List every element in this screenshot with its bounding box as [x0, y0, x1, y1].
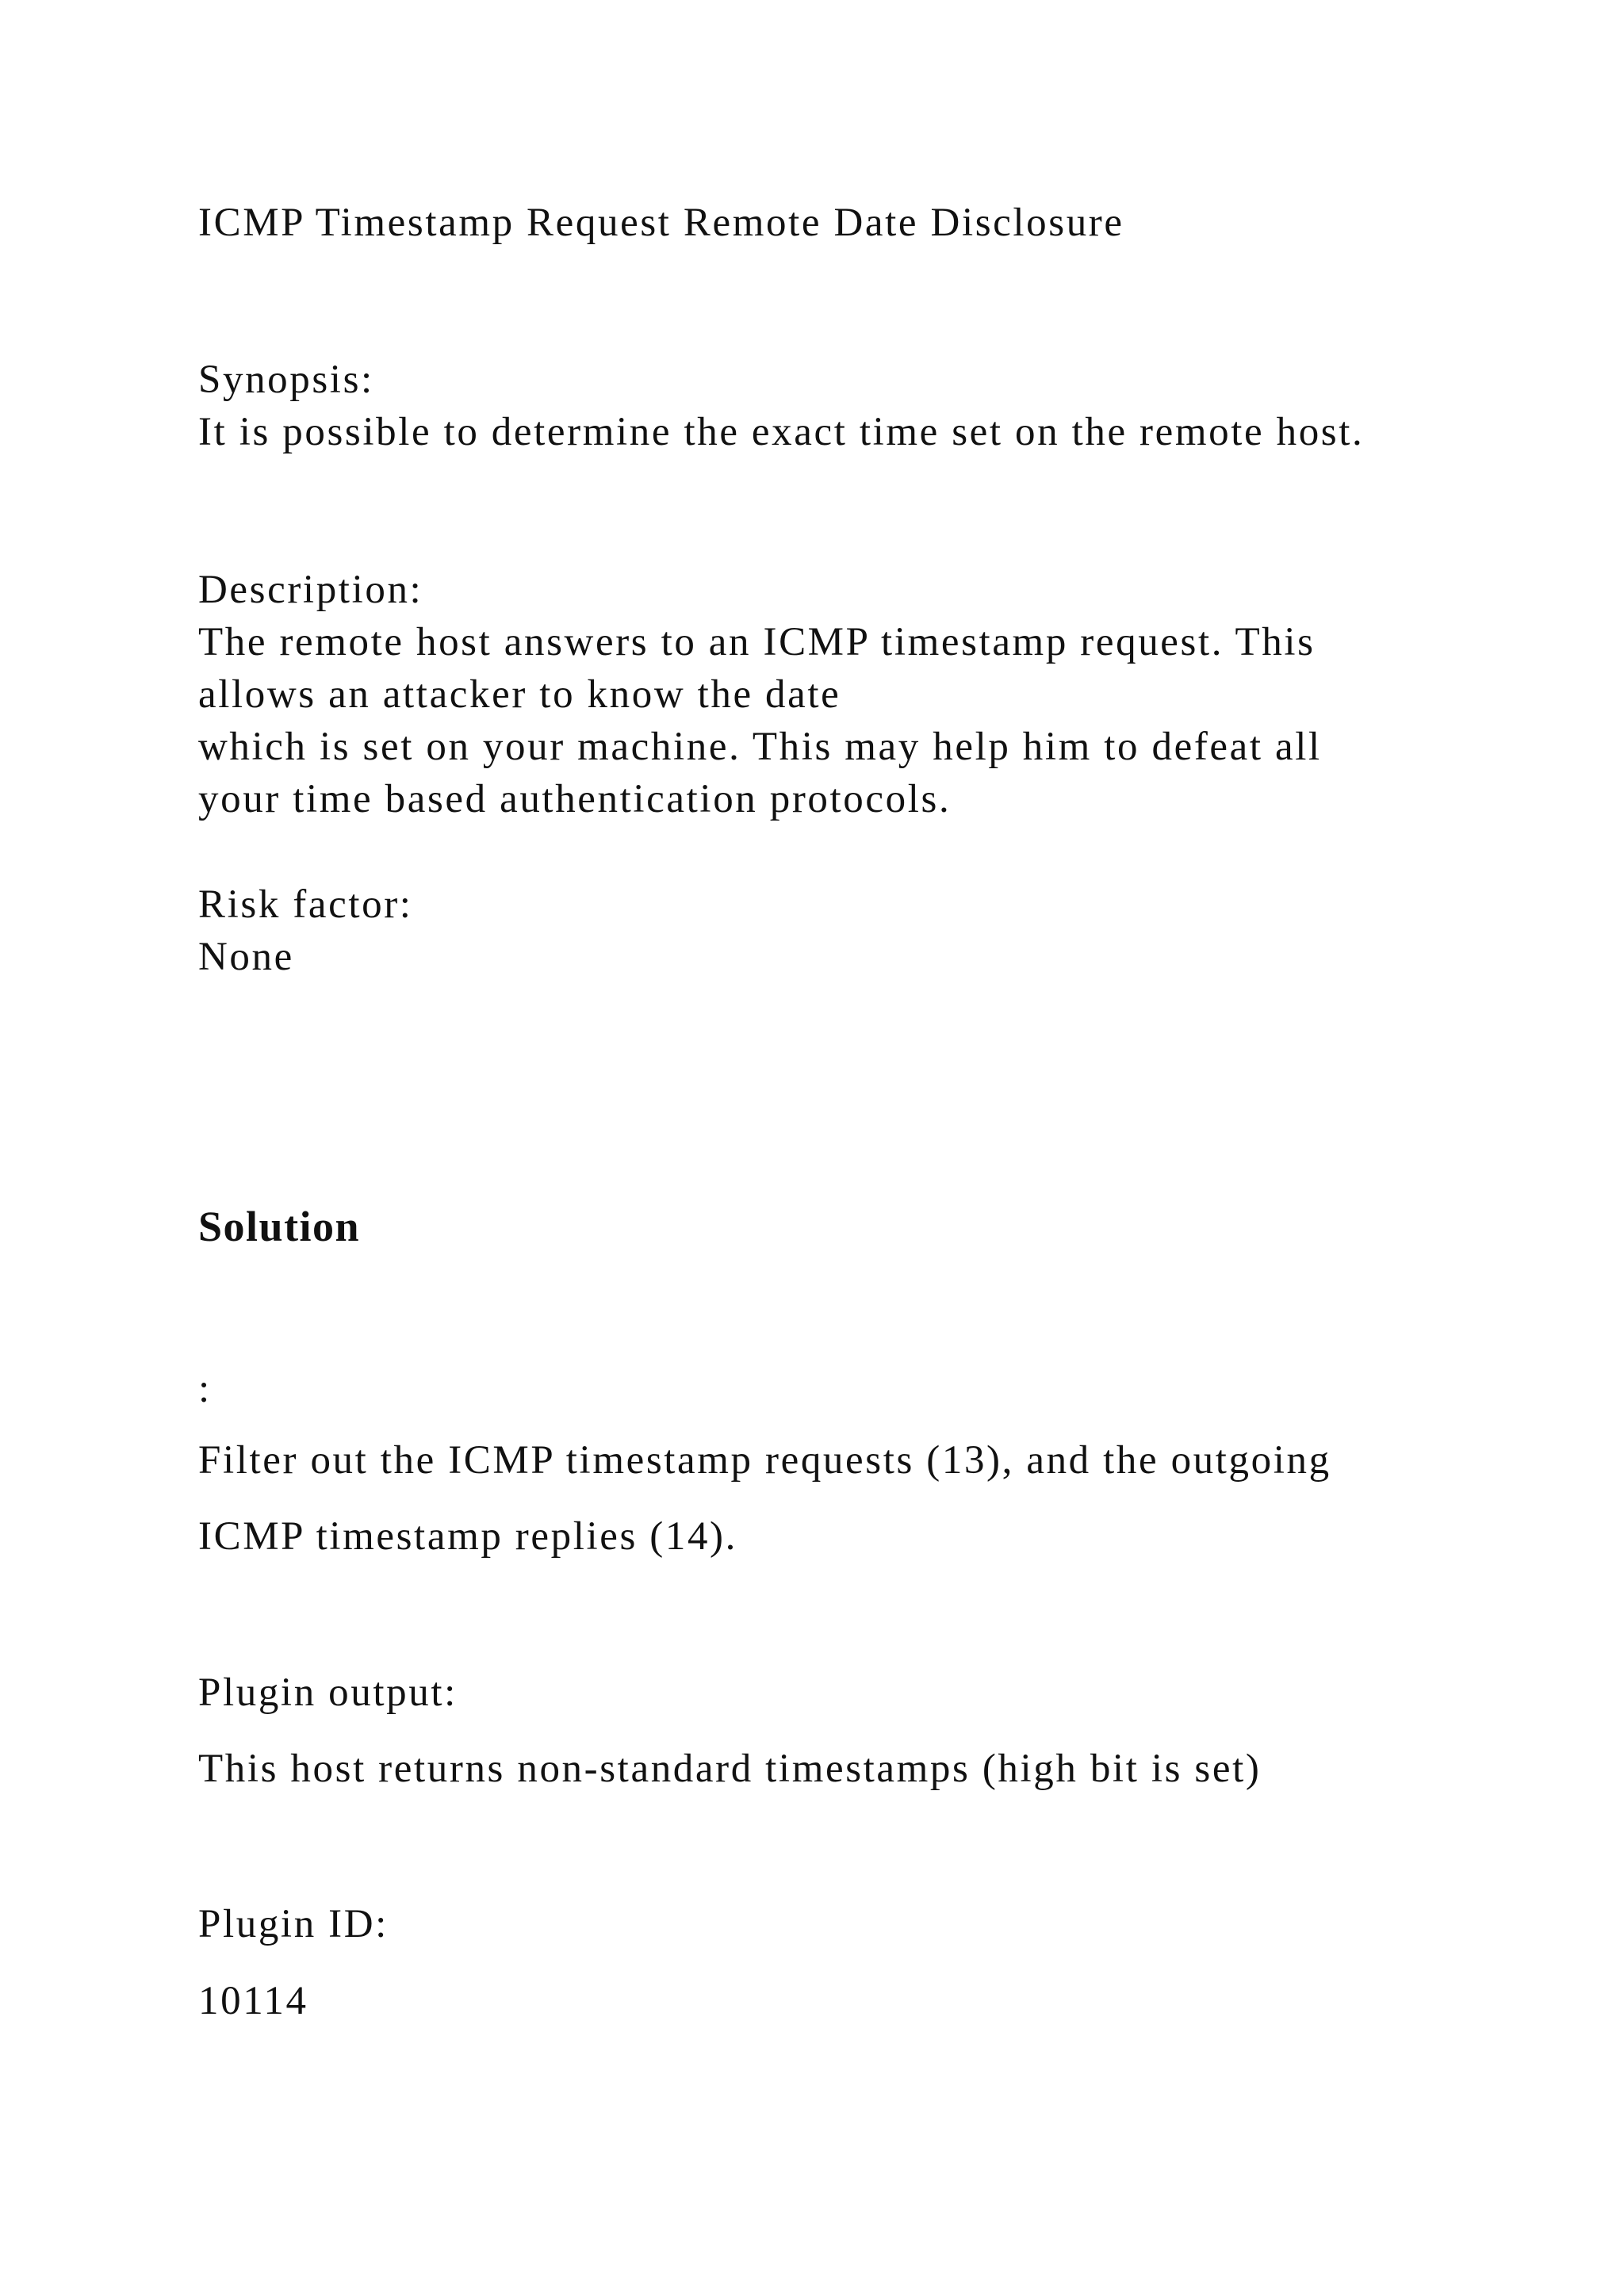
description-line: your time based authentication protocols.	[198, 777, 952, 821]
description-line: allows an attacker to know the date	[198, 672, 841, 717]
plugin-output-text: This host returns non-standard timestamps (high bit is set)	[198, 1747, 1262, 1791]
plugin-id-value: 10114	[198, 1979, 308, 2023]
risk-factor-value: None	[198, 935, 294, 979]
document-title: ICMP Timestamp Request Remote Date Disclosure	[198, 201, 1124, 245]
synopsis-label: Synopsis:	[198, 358, 374, 402]
solution-line: Filter out the ICMP timestamp requests (13), and the outgoing	[198, 1438, 1331, 1483]
solution-heading: Solution	[198, 1203, 361, 1250]
description-label: Description:	[198, 568, 423, 612]
description-line: The remote host answers to an ICMP timestamp request. This	[198, 620, 1316, 664]
risk-factor-label: Risk factor:	[198, 882, 413, 927]
solution-colon: :	[198, 1367, 212, 1411]
plugin-output-label: Plugin output:	[198, 1670, 458, 1715]
solution-line: ICMP timestamp replies (14).	[198, 1514, 737, 1559]
synopsis-text: It is possible to determine the exact time set on the remote host.	[198, 410, 1365, 454]
plugin-id-label: Plugin ID:	[198, 1902, 389, 1946]
description-line: which is set on your machine. This may help him to defeat all	[198, 725, 1322, 769]
